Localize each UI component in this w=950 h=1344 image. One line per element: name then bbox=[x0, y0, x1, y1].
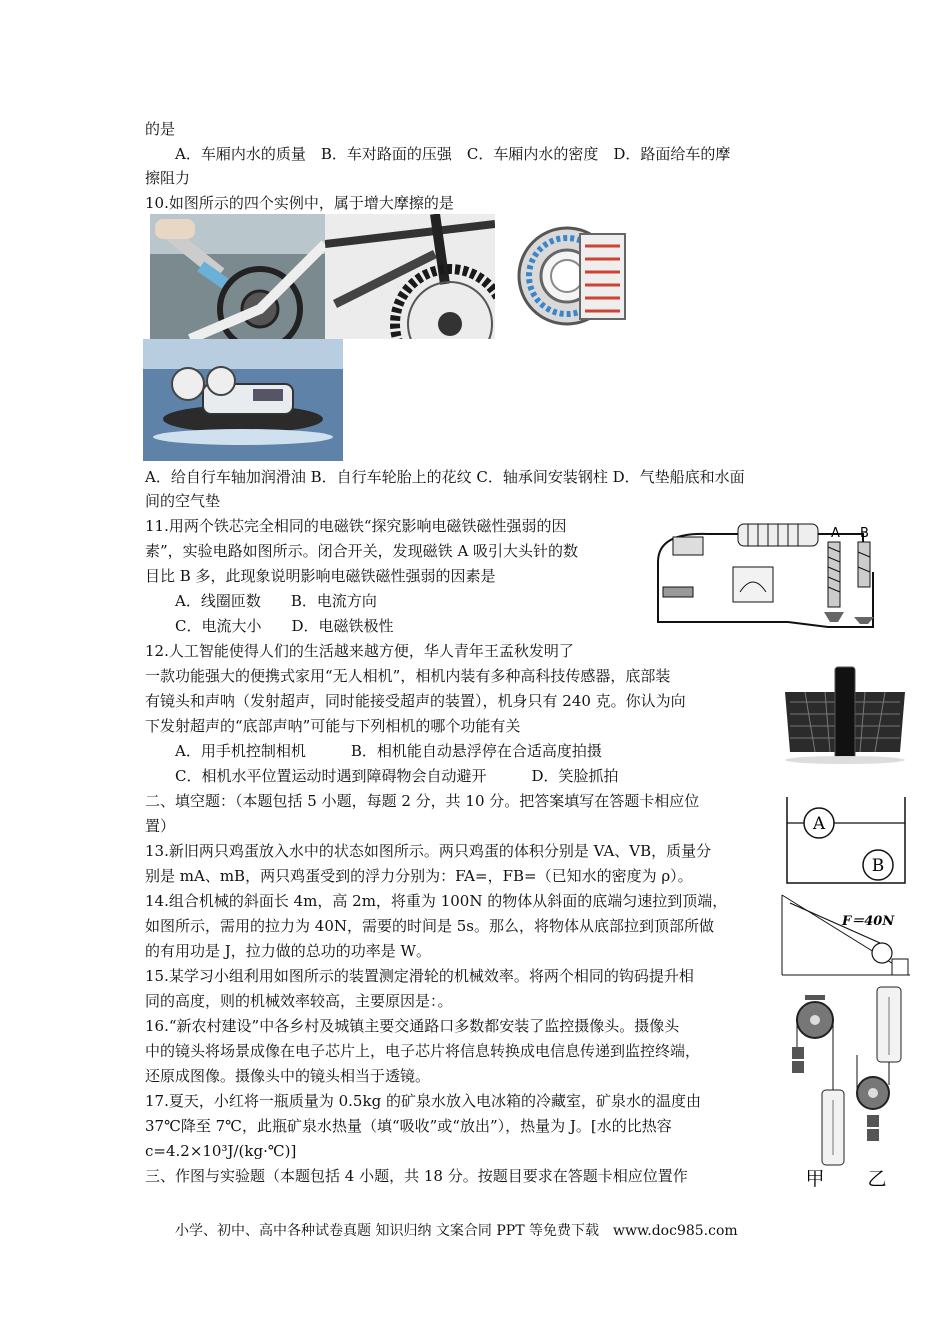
q17-line3: c=4.2×10³J/(kg·℃)] bbox=[145, 1142, 297, 1160]
q12-options-2: C．相机水平位置运动时遇到障碍物会自动避开 D．笑脸抓拍 bbox=[175, 767, 619, 785]
q13-line1: 13.新旧两只鸡蛋放入水中的状态如图所示。两只鸡蛋的体积分别是 VA、VB，质量分 bbox=[145, 842, 712, 860]
q10-stem: 10.如图所示的四个实例中，属于增大摩擦的是 bbox=[145, 194, 454, 212]
electromagnet-label-b: B bbox=[860, 526, 869, 541]
setup-label-jia: 甲 bbox=[805, 1168, 825, 1190]
q10-options: A．给自行车轴加润滑油 B．自行车轮胎上的花纹 C．轴承间安装钢柱 D．气垫船底和水面 bbox=[145, 468, 745, 486]
bike-lubricate-photo bbox=[150, 214, 325, 339]
q12-line3: 有镜头和声呐（发射超声，同时能接受超声的装置），机身只有 240 克。你认为向 bbox=[145, 692, 686, 710]
section3-line1: 三、作图与实验题（本题包括 4 小题，共 18 分。按题目要求在答题卡相应位置作 bbox=[145, 1167, 688, 1185]
q14-line3: 的有用功是 J，拉力做的总功的功率是 W。 bbox=[145, 942, 431, 960]
page-footer: 小学、初中、高中各种试卷真题 知识归纳 文案合同 PPT 等免费下载 www.doc985.com bbox=[175, 1223, 738, 1239]
q11-options-1: A．线圈匝数 B．电流方向 bbox=[175, 592, 377, 610]
q17-line1: 17.夏天，小红将一瓶质量为 0.5kg 的矿泉水放入电冰箱的冷藏室，矿泉水的温度由 bbox=[145, 1092, 701, 1110]
egg-label-b: B bbox=[871, 856, 885, 876]
q12-options-1: A．用手机控制相机 B．相机能自动悬浮停在合适高度拍摄 bbox=[175, 742, 602, 760]
electromagnet-circuit-diagram bbox=[648, 512, 888, 642]
section2-line1: 二、填空题：（本题包括 5 小题，每题 2 分，共 10 分。把答案填写在答题卡相应位 bbox=[145, 792, 700, 810]
q15-line2: 同的高度，则的机械效率较高，主要原因是：。 bbox=[145, 992, 453, 1010]
q11-line1: 11.用两个铁芯完全相同的电磁铁“探究影响电磁铁磁性强弱的因 bbox=[145, 517, 567, 535]
q17-line2: 37℃降至 7℃，此瓶矿泉水热量（填“吸收”或“放出”），热量为 J。[水的比热容 bbox=[145, 1117, 672, 1135]
q11-line3: 目比 B 多，此现象说明影响电磁铁磁性强弱的因素是 bbox=[145, 567, 496, 585]
q11-options-2: C．电流大小 D．电磁铁极性 bbox=[175, 617, 394, 635]
q9-options-cont: 擦阻力 bbox=[145, 169, 191, 187]
hovercraft-photo bbox=[143, 339, 343, 461]
force-label: F＝40N bbox=[842, 914, 895, 929]
q9-tail: 的是 bbox=[145, 120, 176, 138]
setup-label-yi: 乙 bbox=[867, 1168, 887, 1190]
q12-line1: 12.人工智能使得人们的生活越来越方便，华人青年王孟秋发明了 bbox=[145, 642, 574, 660]
q9-options: A．车厢内水的质量 B．车对路面的压强 C．车厢内水的密度 D．路面给车的摩 bbox=[175, 145, 731, 163]
q15-line1: 15.某学习小组利用如图所示的装置测定滑轮的机械效率。将两个相同的钩码提升相 bbox=[145, 967, 694, 985]
q14-line1: 14.组合机械的斜面长 4m，高 2m，将重为 100N 的物体从斜面的底端匀速拉到顶端， bbox=[145, 892, 728, 910]
q14-line2: 如图所示，需用的拉力为 40N，需要的时间是 5s。那么，将物体从底部拉到顶部所做 bbox=[145, 917, 714, 935]
q16-line2: 中的镜头将场景成像在电子芯片上，电子芯片将信息转换成电信息传递到监控终端， bbox=[145, 1042, 701, 1060]
q13-line2: 别是 mA、mB，两只鸡蛋受到的浮力分别为：FA=，FB=（已知水的密度为 ρ）。 bbox=[145, 867, 693, 885]
q12-line2: 一款功能强大的便携式家用“无人相机”，相机内装有多种高科技传感器，底部装 bbox=[145, 667, 671, 685]
bike-tire-photo bbox=[325, 214, 495, 339]
q16-line3: 还原成图像。摄像头中的镜头相当于透镜。 bbox=[145, 1067, 431, 1085]
q12-line4: 下发射超声的“底部声呐”可能与下列相机的哪个功能有关 bbox=[145, 717, 521, 735]
drone-camera-photo bbox=[775, 662, 915, 767]
electromagnet-label-a: A bbox=[831, 526, 840, 541]
section2-line2: 置） bbox=[145, 817, 176, 835]
q11-line2: 素”，实验电路如图所示。闭合开关，发现磁铁 A 吸引大头针的数 bbox=[145, 542, 579, 560]
bearing-image bbox=[505, 214, 630, 339]
eggs-in-water-diagram bbox=[785, 795, 907, 885]
q10-options-cont: 间的空气垫 bbox=[145, 492, 221, 510]
pulley-setups-diagram bbox=[785, 985, 910, 1190]
incline-pulley-diagram bbox=[780, 893, 912, 978]
q16-line1: 16.“新农村建设”中各乡村及城镇主要交通路口多数都安装了监控摄像头。摄像头 bbox=[145, 1017, 680, 1035]
egg-label-a: A bbox=[812, 814, 826, 834]
